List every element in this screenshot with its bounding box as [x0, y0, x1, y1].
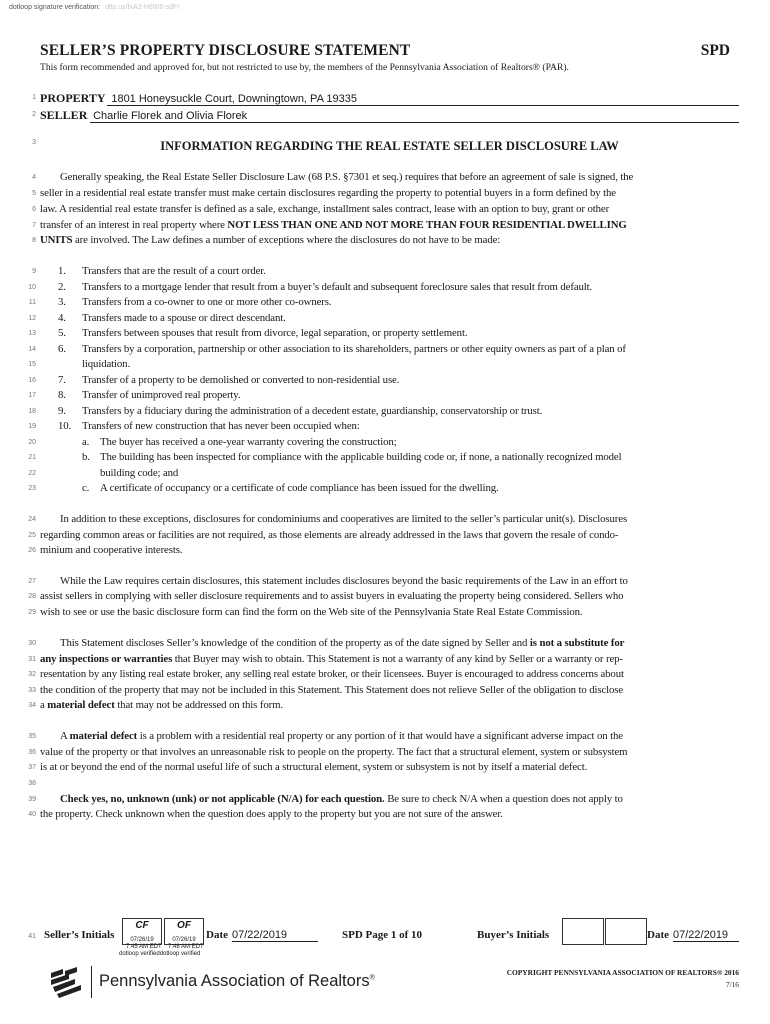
para4-text: that Buyer may wish to obtain. This Statement is not a warranty of any kind by Seller or a warranty or rep-: [172, 653, 623, 665]
seller-field: [40, 108, 247, 123]
org-name: [99, 972, 375, 991]
para5-text: A: [60, 730, 70, 742]
line-number: 13: [28, 330, 36, 337]
buyer-date-label: Date: [647, 929, 669, 941]
seller-date-label: Date: [206, 929, 228, 941]
line-number: 38: [28, 780, 36, 787]
verification-label: dotloop signature verification:: [9, 4, 101, 11]
exception-number: 9.: [58, 405, 66, 417]
logo-divider: [91, 966, 92, 998]
sub-item-text: The buyer has received a one-year warranty covering the construction;: [100, 436, 397, 448]
para2-line: regarding common areas or facilities are not required, as those elements are already addressed in the laws that govern the resale of condo-: [40, 529, 619, 541]
page-title: SELLER’S PROPERTY DISCLOSURE STATEMENT: [40, 42, 411, 59]
copyright-text: COPYRIGHT PENNSYLVANIA ASSOCIATION OF REALTORS® 2016: [506, 968, 739, 977]
para1-line: [40, 219, 739, 231]
para2-text: In addition to these exceptions, disclosures for condominiums and cooperatives are limited to the seller’s particular unit(s). Disclosures: [60, 513, 628, 525]
line-number: 29: [28, 609, 36, 616]
buyer-initial-box[interactable]: [605, 918, 647, 945]
para4-bold-text: any inspections or warranties: [40, 653, 173, 665]
exception-text: Transfers by a corporation, partnership or other association to its shareholders, partners or other equity owners as part of a plan of: [82, 343, 626, 355]
line-number: 28: [28, 593, 36, 600]
seller-initial-mark: CF: [135, 920, 149, 931]
line-number: 41: [28, 933, 36, 940]
line-number: 5: [32, 190, 36, 197]
sub-item-text: building code; and: [100, 467, 179, 479]
seller-initials-label: Seller’s Initials: [44, 929, 115, 941]
exception-number: 10.: [58, 420, 72, 432]
line-number: 16: [28, 377, 36, 384]
para1-line: [40, 171, 739, 183]
dotloop-verified-label: dotloop verifieddotloop verified: [119, 951, 201, 957]
para4-text: a: [40, 699, 48, 711]
sub-item-letter: c.: [82, 482, 90, 494]
para2-line: minium and cooperative interests.: [40, 544, 183, 556]
exception-text: Transfer of a property to be demolished or converted to non-residential use.: [82, 374, 400, 386]
exception-text: Transfer of unimproved real property.: [82, 389, 241, 401]
line-number: 8: [32, 237, 36, 244]
form-abbreviation: SPD: [700, 42, 730, 59]
property-label: PROPERTY: [40, 91, 106, 105]
para6-bold-text: Check yes, no, unknown (unk) or not applicable (N/A) for each question.: [60, 793, 385, 805]
buyer-initials-label: Buyer’s Initials: [477, 929, 550, 941]
para4-line: [40, 653, 739, 665]
line-number: 32: [28, 671, 36, 678]
seller-names[interactable]: Charlie Florek and Olivia Florek: [93, 110, 248, 122]
para6-line: the property. Check unknown when the question does apply to the property but you are not sure of the answer.: [40, 808, 503, 820]
property-underline: [107, 105, 739, 106]
para2-line: [40, 513, 739, 525]
line-number: 7: [32, 222, 36, 229]
property-address[interactable]: 1801 Honeysuckle Court, Downingtown, PA 19335: [111, 93, 357, 105]
exception-number: 3.: [58, 296, 66, 308]
para6-text: Be sure to check N/A when a question does not apply to: [384, 793, 623, 805]
line-number: 37: [28, 764, 36, 771]
para4-text: This Statement discloses Seller’s knowledge of the condition of the property as of the date signed by Seller and: [60, 637, 530, 649]
line-number: 1: [32, 94, 36, 101]
line-number: 35: [28, 733, 36, 740]
seller-initial-date: 07/26/19: [172, 937, 196, 943]
seller-initial-box[interactable]: [164, 918, 204, 945]
seller-initial-time: 7:45 AM EDT: [126, 944, 162, 950]
sub-item-text: The building has been inspected for compliance with the applicable building code or, if none, a nationally recognized model: [100, 451, 622, 463]
para4-bold-text: is not a substitute for: [529, 637, 625, 649]
para1-line: [40, 234, 739, 246]
buyer-date-value[interactable]: 07/22/2019: [673, 929, 739, 942]
para6-line: [40, 793, 739, 805]
line-number: 4: [32, 174, 36, 181]
buyer-initial-box[interactable]: [562, 918, 604, 945]
exception-text: Transfers from a co-owner to one or more other co-owners.: [82, 296, 332, 308]
para1-text: are involved. The Law defines a number of exceptions where the disclosures do not have to be made:: [72, 234, 501, 246]
line-number: 22: [28, 470, 36, 477]
para1-bold-text: UNITS: [40, 234, 73, 246]
para3-line: assist sellers in complying with seller disclosure requirements and to assist buyers in evaluating the property being considered. Sellers who: [40, 590, 624, 602]
sub-item-letter: b.: [82, 451, 90, 463]
seller-underline: [90, 122, 739, 123]
seller-initial-mark: OF: [177, 920, 191, 931]
line-number: 25: [28, 532, 36, 539]
line-number: 17: [28, 392, 36, 399]
line-number: 9: [32, 268, 36, 275]
line-number: 11: [28, 299, 36, 306]
exception-text: Transfers of new construction that has never been occupied when:: [82, 420, 360, 432]
exception-number: 6.: [58, 343, 66, 355]
exception-number: 1.: [58, 265, 66, 277]
para3-line: [40, 575, 739, 587]
seller-date-value[interactable]: 07/22/2019: [232, 929, 318, 942]
line-number: 6: [32, 206, 36, 213]
para4-line: [40, 637, 739, 649]
registered-mark: ®: [369, 974, 375, 982]
org-name-text: Pennsylvania Association of Realtors: [99, 972, 370, 990]
para5-line: value of the property or that involves an unreasonable risk to people on the property. The fact that a structural element, system or subsystem: [40, 746, 628, 758]
exception-text: Transfers to a mortgage lender that result from a buyer’s default and subsequent foreclosure sales that result from default.: [82, 281, 593, 293]
para4-text: that may not be addressed on this form.: [114, 699, 283, 711]
line-number: 18: [28, 408, 36, 415]
line-number: 21: [28, 454, 36, 461]
exception-text: Transfers by a fiduciary during the administration of a decedent estate, guardianship, conservatorship or trust.: [82, 405, 543, 417]
seller-initial-time: 7:48 AM EDT: [168, 944, 204, 950]
para4-bold-text: material defect: [47, 699, 115, 711]
para1-line: seller in a residential real estate transfer must make certain disclosures regarding the property to potential buyers in a form defined by the: [40, 187, 616, 199]
para3-line: wish to see or use the basic disclosure form can find the form on the Web site of the Pennsylvania State Real Estate Commission.: [40, 606, 583, 618]
line-number: 26: [28, 547, 36, 554]
line-number: 19: [28, 423, 36, 430]
line-number: 2: [32, 111, 36, 118]
line-number: 34: [28, 702, 36, 709]
sub-item-text: A certificate of occupancy or a certificate of code compliance has been issued for the dwelling.: [100, 482, 499, 494]
exception-number: 8.: [58, 389, 66, 401]
exception-text: Transfers made to a spouse or direct descendant.: [82, 312, 286, 324]
exception-number: 7.: [58, 374, 66, 386]
line-number: 10: [28, 284, 36, 291]
line-number: 31: [28, 656, 36, 663]
dotloop-verification: [9, 4, 180, 11]
exception-text: liquidation.: [82, 358, 131, 370]
para1-text: transfer of an interest in real property where: [40, 219, 228, 231]
para1-bold-text: NOT LESS THAN ONE AND NOT MORE THAN FOUR RESIDENTIAL DWELLING: [227, 219, 627, 231]
para4-line: the condition of the property that may not be included in this Statement. This Statement does not relieve Seller of the obligation to disclose: [40, 684, 624, 696]
line-number: 24: [28, 516, 36, 523]
property-field: [40, 91, 357, 106]
line-number: 15: [28, 361, 36, 368]
para3-text: While the Law requires certain disclosures, this statement includes disclosures beyond the basic requirements of the Law in an effort to: [60, 575, 628, 587]
para5-line: is at or beyond the end of the normal useful life of such a structural element, system or subsystem is not by itself a material defect.: [40, 761, 588, 773]
para1-line: law. A residential real estate transfer is defined as a sale, exchange, installment sales contract, lease with an option to buy, grant or other: [40, 203, 610, 215]
exception-number: 2.: [58, 281, 66, 293]
exception-text: Transfers that are the result of a court order.: [82, 265, 266, 277]
exception-number: 4.: [58, 312, 66, 324]
line-number: 3: [32, 139, 36, 146]
para4-line: [40, 699, 739, 711]
line-number: 30: [28, 640, 36, 647]
seller-label: SELLER: [40, 108, 88, 122]
line-number: 40: [28, 811, 36, 818]
para4-line: resentation by any listing real estate broker, any selling real estate broker, or their licensees. Buyer is encouraged to address concerns about: [40, 668, 624, 680]
line-number: 14: [28, 346, 36, 353]
para5-bold-text: material defect: [69, 730, 138, 742]
par-keystone-logo-icon: [47, 967, 87, 999]
exception-text: Transfers between spouses that result from divorce, legal separation, or property settlement.: [82, 327, 468, 339]
form-version: 7/16: [725, 980, 739, 989]
line-number: 36: [28, 749, 36, 756]
line-number: 12: [28, 315, 36, 322]
para5-line: [40, 730, 739, 742]
seller-initial-box[interactable]: [122, 918, 162, 945]
line-number: 27: [28, 578, 36, 585]
para1-text: Generally speaking, the Real Estate Seller Disclosure Law (68 P.S. §7301 et seq.) requires that before an agreement of sale is signed, the: [60, 171, 634, 183]
section-heading: INFORMATION REGARDING THE REAL ESTATE SELLER DISCLOSURE LAW: [160, 139, 619, 153]
verification-link[interactable]: dtlp.us/fxA2-H8W6-sdFr: [105, 4, 180, 11]
line-number: 20: [28, 439, 36, 446]
page-subtitle: This form recommended and approved for, but not restricted to use by, the members of the Pennsylvania Association of Realtors® (PAR).: [40, 62, 569, 73]
page-number: SPD Page 1 of 10: [342, 929, 423, 941]
line-number: 23: [28, 485, 36, 492]
line-number: 39: [28, 796, 36, 803]
line-number: 33: [28, 687, 36, 694]
seller-initial-date: 07/26/19: [130, 937, 154, 943]
exception-number: 5.: [58, 327, 66, 339]
sub-item-letter: a.: [82, 436, 90, 448]
para5-text: is a problem with a residential real property or any portion of it that would have a significant adverse impact on the: [137, 730, 623, 742]
